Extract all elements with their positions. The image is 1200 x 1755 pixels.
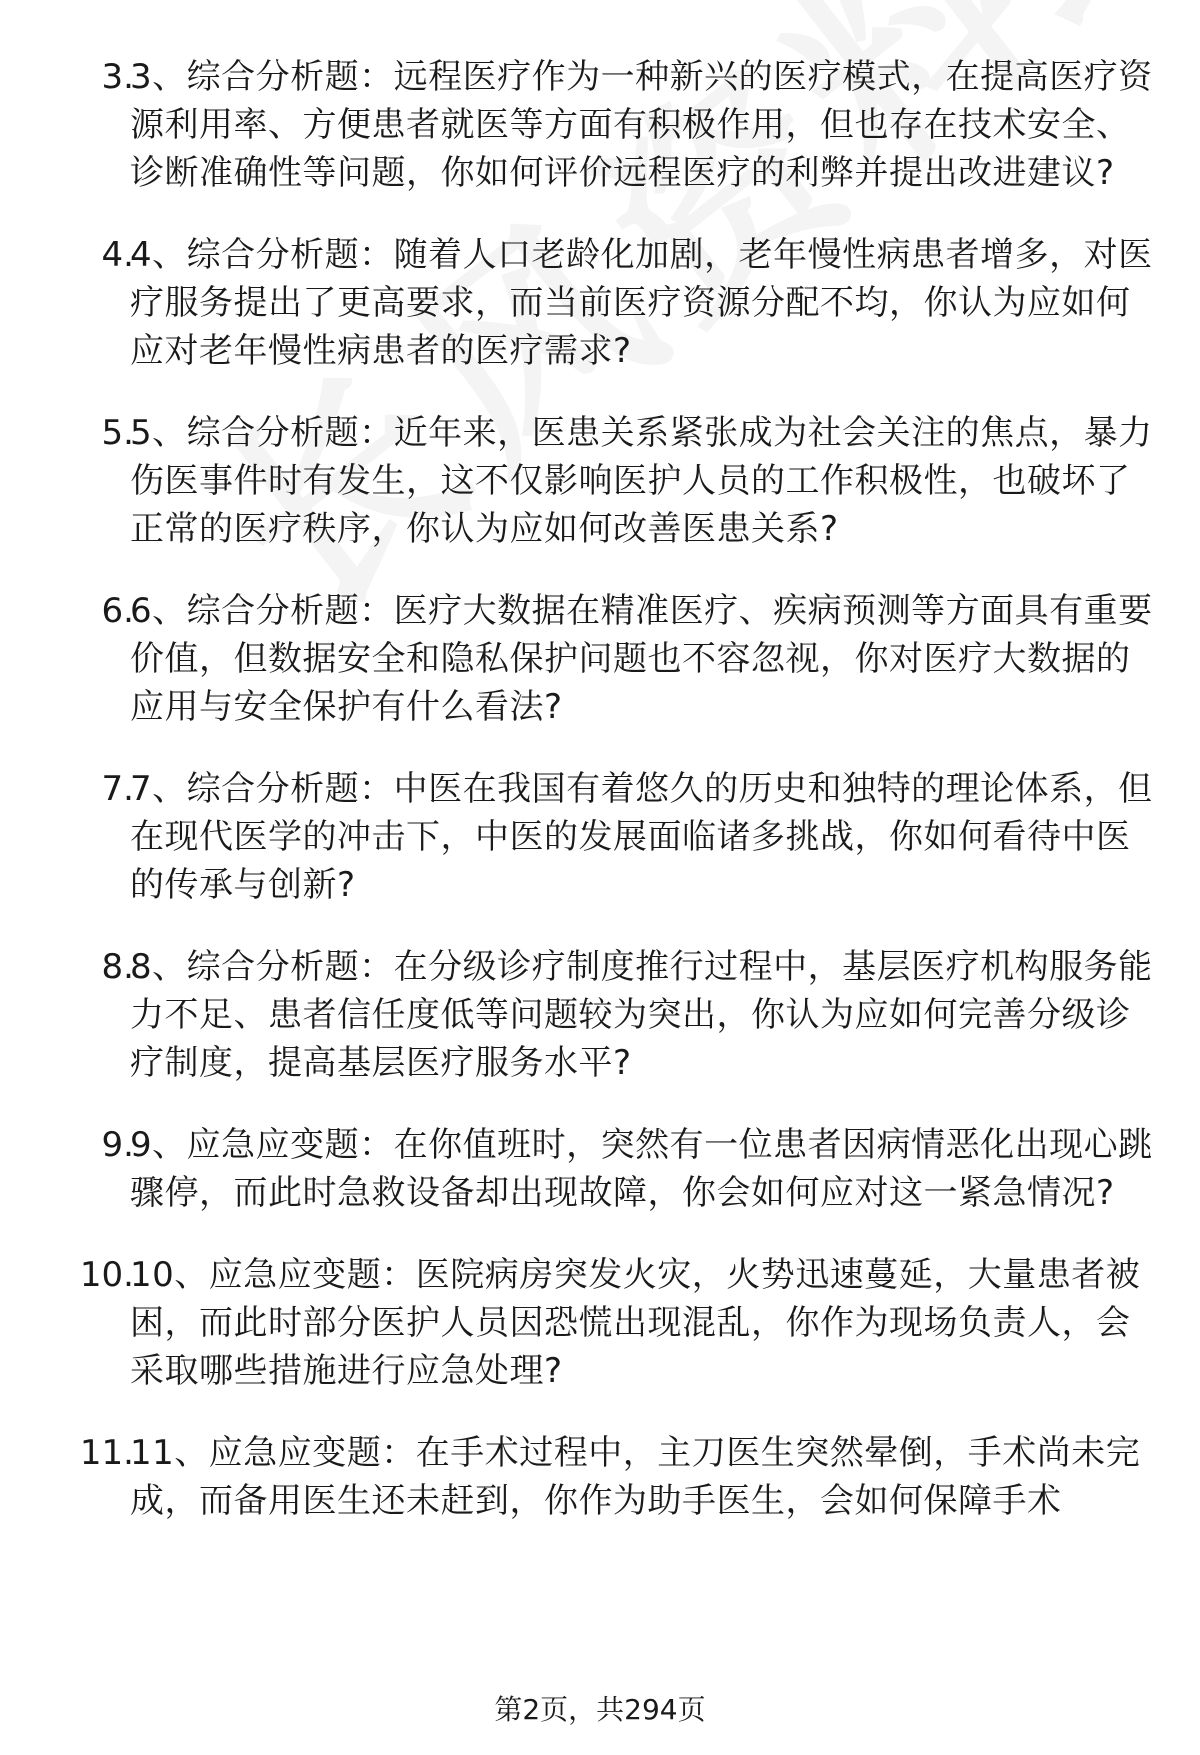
list-item — [0, 1121, 1200, 1217]
list-item — [0, 1251, 1200, 1395]
question-text: 6、综合分析题：医疗大数据在精准医疗、疾病预测等方面具有重要价值，但数据安全和隐私保护问题也不容忽视，你对医疗大数据的应用与安全保护有什么看法? — [130, 591, 1153, 727]
list-item — [0, 231, 1200, 375]
question-number: 5. — [101, 413, 134, 453]
question-text: 4、综合分析题：随着人口老龄化加剧，老年慢性病患者增多，对医疗服务提出了更高要求，而当前医疗资源分配不均，你认为应如何应对老年慢性病患者的医疗需求? — [130, 235, 1153, 371]
page-footer — [0, 1690, 1200, 1730]
question-number: 10. — [79, 1255, 134, 1295]
list-item — [0, 409, 1200, 553]
question-number: 8. — [101, 947, 134, 987]
list-item — [0, 1429, 1200, 1525]
question-text: 11、应急应变题：在手术过程中，主刀医生突然晕倒，手术尚未完成，而备用医生还未赶到，你作为助手医生，会如何保障手术 — [130, 1433, 1141, 1521]
question-number: 4. — [101, 235, 134, 275]
question-number: 3. — [101, 57, 134, 97]
question-text: 5、综合分析题：近年来，医患关系紧张成为社会关注的焦点，暴力伤医事件时有发生，这不仅影响医护人员的工作积极性，也破坏了正常的医疗秩序，你认为应如何改善医患关系? — [130, 413, 1153, 549]
question-list — [0, 53, 1200, 1559]
page-number-label: 第2页，共294页 — [494, 1693, 706, 1726]
question-text: 3、综合分析题：远程医疗作为一种新兴的医疗模式，在提高医疗资源利用率、方便患者就医等方面有积极作用，但也存在技术安全、诊断准确性等问题，你如何评价远程医疗的利弊并提出改进建议? — [130, 57, 1153, 193]
question-text: 9、应急应变题：在你值班时，突然有一位患者因病情恶化出现心跳骤停，而此时急救设备却出现故障，你会如何应对这一紧急情况? — [130, 1125, 1153, 1213]
list-item — [0, 587, 1200, 731]
question-number: 7. — [101, 769, 134, 809]
list-item — [0, 765, 1200, 909]
list-item — [0, 943, 1200, 1087]
question-text: 8、综合分析题：在分级诊疗制度推行过程中，基层医疗机构服务能力不足、患者信任度低等问题较为突出，你认为应如何完善分级诊疗制度，提高基层医疗服务水平? — [130, 947, 1153, 1083]
question-number: 6. — [101, 591, 134, 631]
question-number: 9. — [101, 1125, 134, 1165]
question-text: 7、综合分析题：中医在我国有着悠久的历史和独特的理论体系，但在现代医学的冲击下，中医的发展面临诸多挑战，你如何看待中医的传承与创新? — [130, 769, 1153, 905]
question-number: 11. — [79, 1433, 134, 1473]
question-text: 10、应急应变题：医院病房突发火灾，火势迅速蔓延，大量患者被困，而此时部分医护人员因恐慌出现混乱，你作为现场负责人，会采取哪些措施进行应急处理? — [130, 1255, 1141, 1391]
list-item — [0, 53, 1200, 197]
